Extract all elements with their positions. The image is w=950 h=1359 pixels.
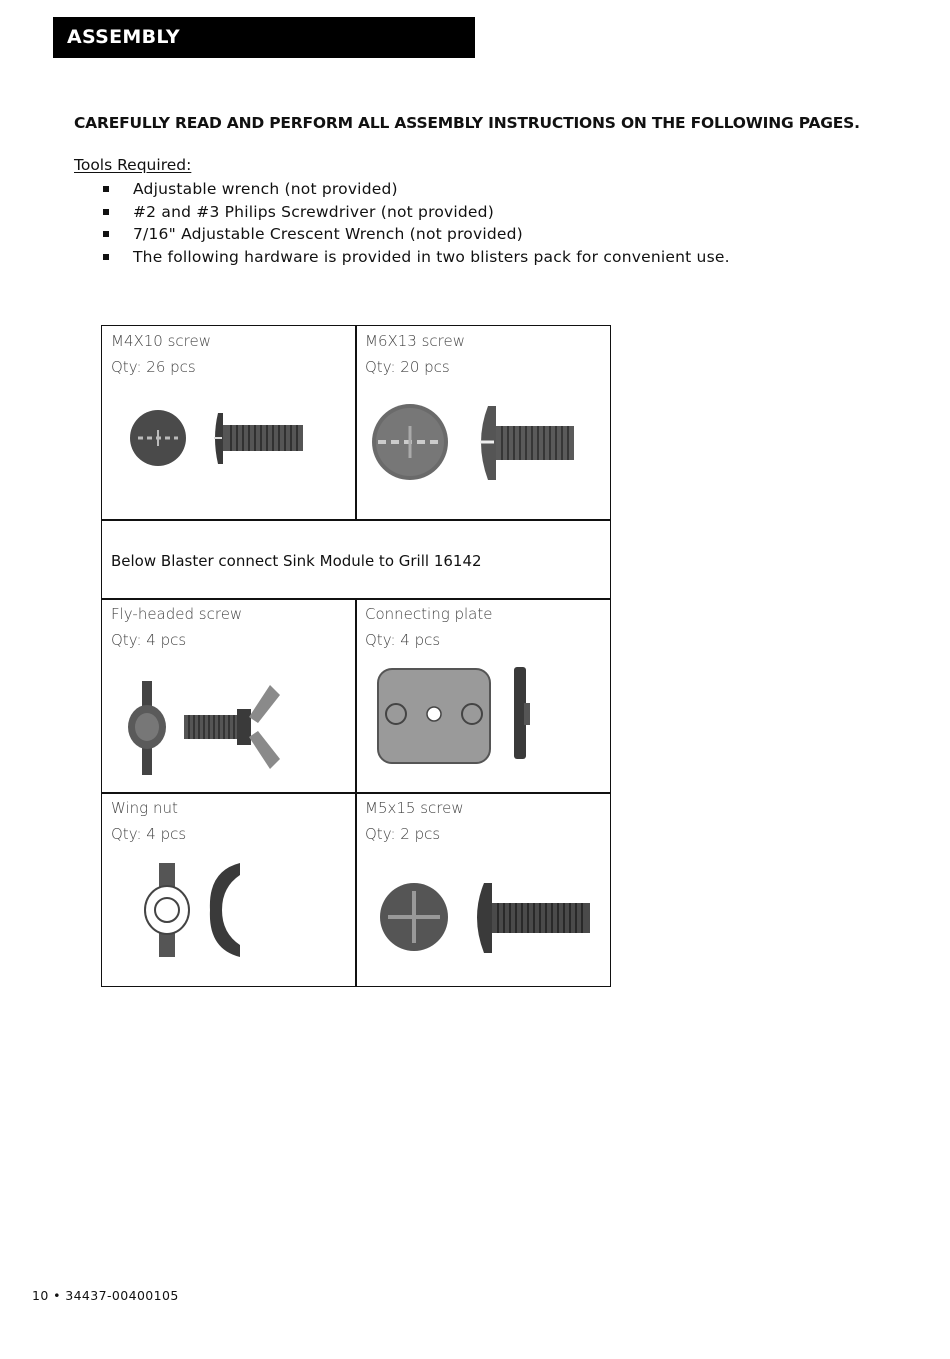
screw-icon	[370, 404, 580, 484]
tool-label: 7/16" Adjustable Crescent Wrench (not provided)	[133, 225, 523, 244]
hardware-cell-wing-nut	[102, 793, 356, 987]
part-name: M4X10 screw	[111, 332, 212, 350]
hardware-cell-m4x10	[102, 326, 356, 520]
part-name: M5x15 screw	[365, 799, 464, 817]
wing-screw-icon	[124, 679, 284, 779]
tools-heading: Tools Required:	[74, 156, 192, 174]
hardware-cell-connecting-plate	[356, 599, 610, 793]
plate-icon	[376, 667, 536, 767]
part-name: Wing nut	[111, 799, 178, 817]
part-qty: Qty: 2 pcs	[365, 825, 441, 843]
hardware-cell-m6x13	[356, 326, 610, 520]
list-item	[100, 178, 730, 201]
screw-icon	[378, 881, 598, 961]
part-name: Fly-headed screw	[111, 605, 243, 623]
section-title: ASSEMBLY	[67, 26, 180, 48]
part-qty: Qty: 20 pcs	[365, 358, 450, 376]
tools-list	[100, 178, 730, 269]
blister-note: Below Blaster connect Sink Module to Grill 16142	[111, 552, 482, 570]
bullet-icon	[103, 231, 109, 237]
part-qty: Qty: 4 pcs	[111, 825, 187, 843]
list-item	[100, 223, 730, 246]
bullet-icon	[103, 209, 109, 215]
tool-label: Adjustable wrench (not provided)	[133, 180, 398, 198]
tool-label: The following hardware is provided in two blisters pack for convenient use.	[133, 248, 730, 267]
screw-icon	[126, 408, 316, 478]
part-name: Connecting plate	[365, 605, 493, 623]
hardware-cell-fly-headed-screw	[102, 599, 356, 793]
list-item	[100, 201, 730, 224]
hardware-table	[101, 325, 611, 987]
hardware-cell-m5x15	[356, 793, 610, 987]
section-header	[53, 17, 475, 58]
part-qty: Qty: 4 pcs	[365, 631, 441, 649]
wing-nut-icon	[142, 861, 252, 961]
part-qty: Qty: 26 pcs	[111, 358, 196, 376]
part-name: M6X13 screw	[365, 332, 466, 350]
list-item	[100, 246, 730, 269]
bullet-icon	[103, 186, 109, 192]
bullet-icon	[103, 254, 109, 260]
page-footer: 10 • 34437-00400105	[32, 1288, 179, 1303]
part-qty: Qty: 4 pcs	[111, 631, 187, 649]
tool-label: #2 and #3 Philips Screwdriver (not provided)	[133, 202, 494, 221]
instructions-heading: CAREFULLY READ AND PERFORM ALL ASSEMBLY INSTRUCTIONS ON THE FOLLOWING PAGES.	[74, 114, 860, 132]
